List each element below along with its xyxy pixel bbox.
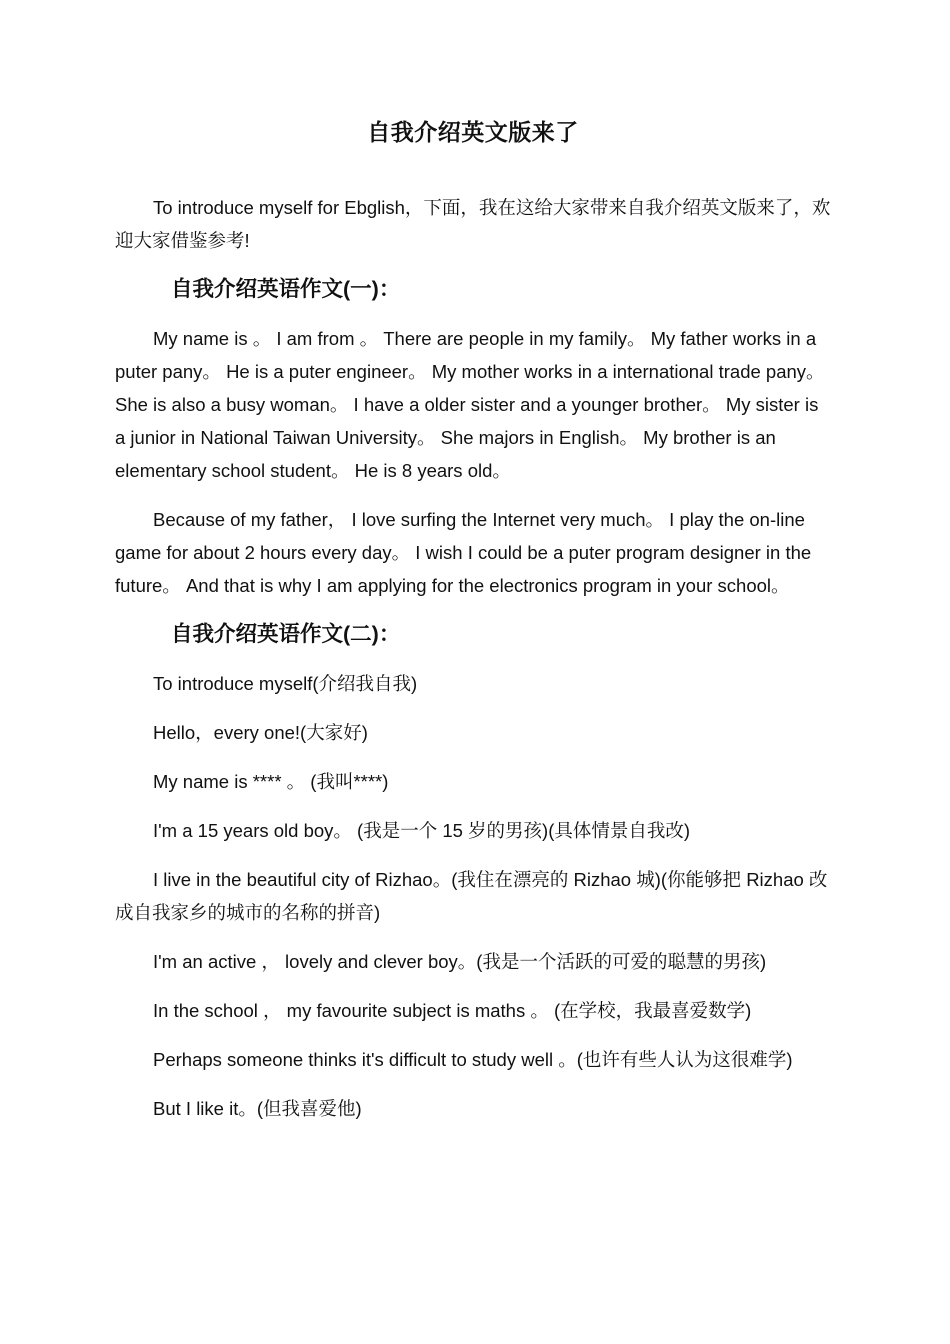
section-two-line: I'm an active ， lovely and clever boy。(我是一个活跃的可爱的聪慧的男孩) bbox=[153, 951, 767, 972]
section-one-paragraph-family: My name is 。 I am from 。 There are people in my family。 My father works in a puter pany。 He is a puter engineer。 My mother works in a international trade pany。 She is also a busy woman。 I have a older sister and a younger brother。 My sister is a junior in National Taiwan University。 She majors in English。 My brother is an elementary school student。 He is 8 years old。 bbox=[115, 328, 825, 481]
section-two-line: To introduce myself(介绍我自我) bbox=[153, 673, 418, 694]
section-two-line: I live in the beautiful city of Rizhao。(我住在漂亮的 Rizhao 城)(你能够把 Rizhao 改成自我家乡的城市的名称的拼音) bbox=[115, 869, 828, 923]
section-two-line: In the school ， my favourite subject is maths 。 (在学校，我最喜爱数学) bbox=[153, 1000, 752, 1021]
section-heading-one: 自我介绍英语作文(一)： bbox=[171, 277, 401, 301]
section-two-line: My name is **** 。 (我叫****) bbox=[153, 771, 389, 792]
section-heading-two: 自我介绍英语作文(二)： bbox=[171, 622, 401, 646]
section-two-line: But I like it。(但我喜爱他) bbox=[153, 1098, 362, 1119]
section-two-line: I'm a 15 years old boy。 (我是一个 15 岁的男孩)(具体情景自我改) bbox=[153, 820, 691, 841]
section-two-line: Perhaps someone thinks it's difficult to study well 。(也许有些人认为这很难学) bbox=[153, 1049, 793, 1070]
section-one-paragraph-hobby: Because of my father， I love surfing the Internet very much。 I play the on-line game for about 2 hours every day。 I wish I could be a puter program designer in the future。 And that is why I am applying for the electronics program in your school。 bbox=[115, 509, 812, 596]
section-two-line: Hello，every one!(大家好) bbox=[153, 722, 368, 743]
document-content bbox=[115, 110, 831, 1141]
intro-paragraph: To introduce myself for Ebglish，下面，我在这给大家带来自我介绍英文版来了，欢迎大家借鉴参考! bbox=[115, 197, 831, 251]
document-title: 自我介绍英文版来了 bbox=[367, 119, 579, 145]
